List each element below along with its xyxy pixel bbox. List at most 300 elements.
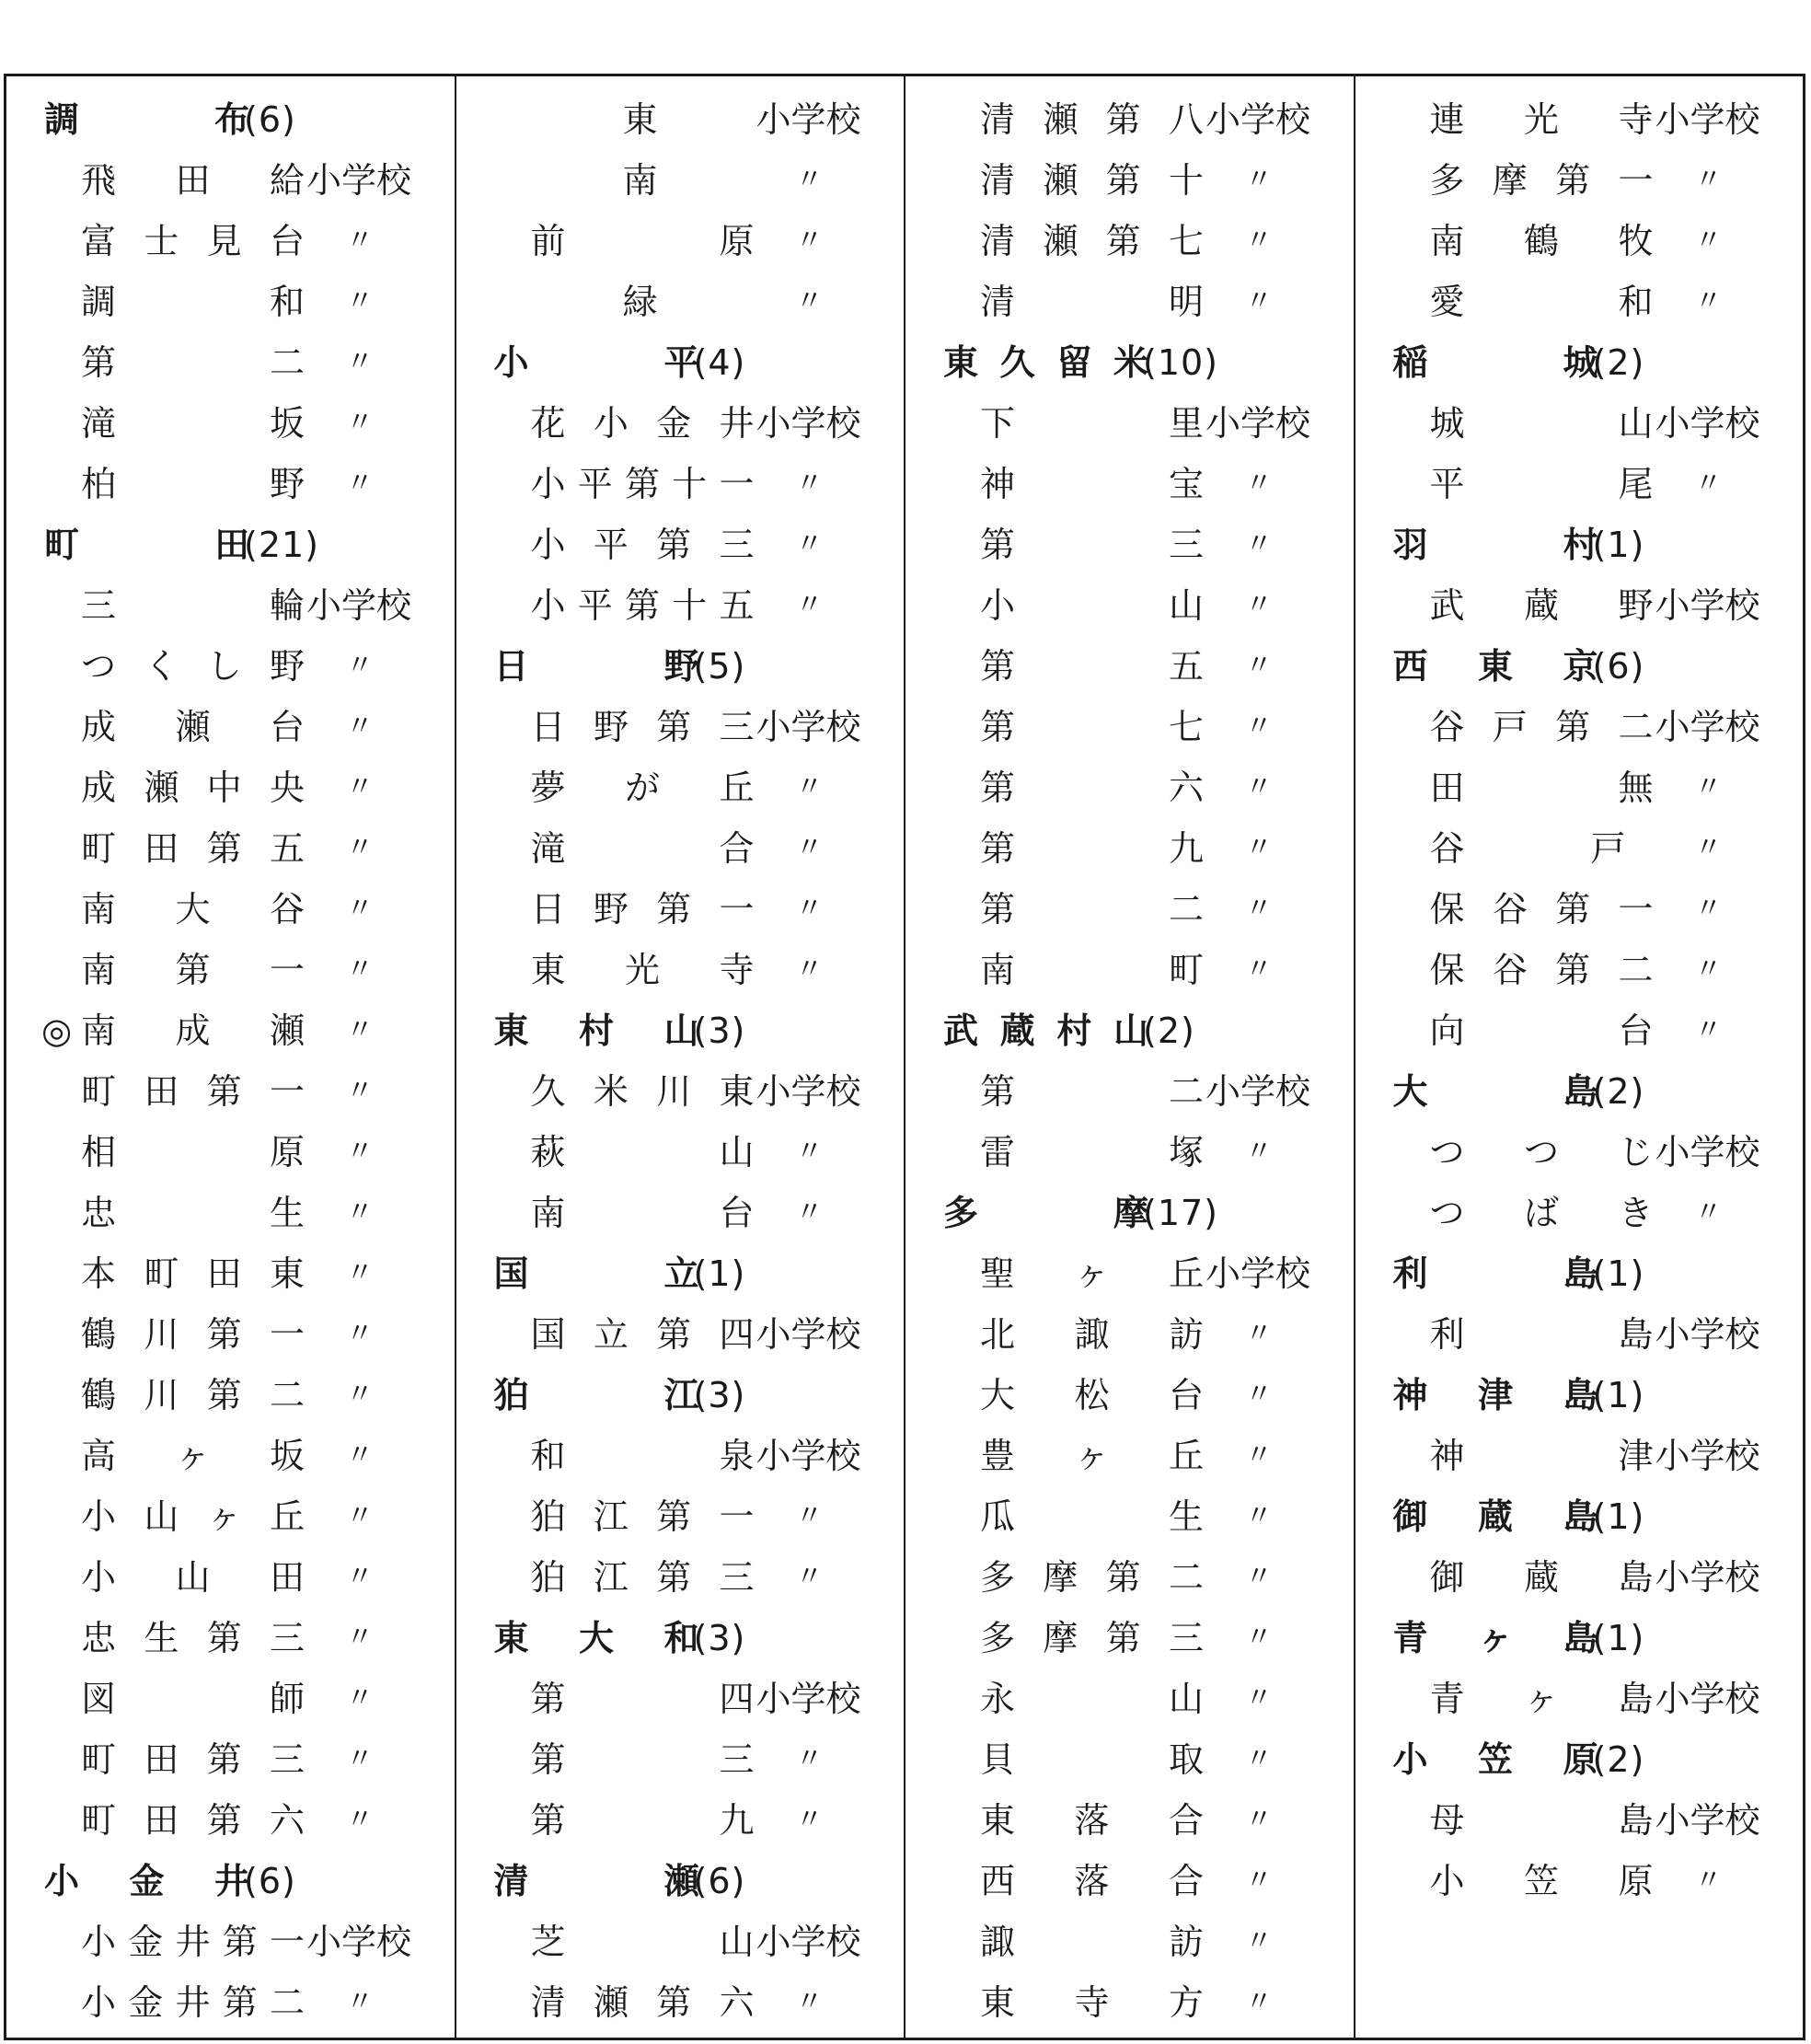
name-char: 田 [175,160,211,201]
school-row [6,697,455,757]
name-char: 和 [1618,282,1654,322]
name-char: 保 [1429,889,1465,930]
name-char: 清 [979,160,1015,201]
name-char: が [624,768,660,808]
name-char: つ [1523,1132,1559,1172]
name-char: 合 [1168,1861,1204,1901]
name-char: 一 [269,950,305,990]
ditto-mark: 〃 [346,1014,374,1046]
name-char: 町 [80,1071,116,1112]
name-char: 十 [672,585,708,626]
table-column-2 [456,76,906,2038]
school-row [1355,393,1804,454]
name-char: 金 [128,1922,164,1962]
ditto-mark: 〃 [1245,710,1273,743]
name-char: 南 [80,889,116,930]
name-char: 立 [663,1253,699,1294]
name-char: 第 [656,525,692,565]
ditto-mark: 〃 [346,285,374,318]
name-char: 生 [269,1193,305,1233]
ditto-mark: 〃 [346,953,374,986]
name-char: 第 [979,525,1015,565]
ditto-mark: 〃 [795,1561,824,1593]
name-char: 成 [80,768,116,808]
ditto-mark: 〃 [346,832,374,864]
ditto-mark: 〃 [346,1682,374,1715]
name-char: 井 [213,1861,249,1901]
name-char: 三 [269,1618,305,1658]
name-char: 東 [942,342,978,383]
school-count: (17) [1143,1193,1219,1233]
name-char: 丘 [719,768,755,808]
ditto-mark: 〃 [346,1500,374,1532]
name-char: く [144,646,179,687]
name-char: 小 [80,1982,116,2023]
name-char: 笠 [1477,1739,1513,1780]
school-count: (1) [693,1253,746,1294]
name-char: 三 [1168,1618,1204,1658]
ditto-mark: 〃 [1245,589,1273,621]
name-char: 武 [1429,585,1465,626]
name-char: 清 [530,1982,566,2023]
name-char: 三 [719,1739,755,1780]
name-char: 六 [1168,768,1204,808]
name-char: 小 [43,1861,79,1901]
ditto-mark: 〃 [1694,225,1723,257]
ditto-mark: 〃 [1245,1865,1273,1897]
school-row [1355,1851,1804,1911]
school-count: (2) [1143,1010,1195,1051]
school-suffix: 小学校 [756,707,861,747]
name-char: 山 [1113,1010,1148,1051]
name-char: 狛 [493,1375,529,1415]
name-char: 多 [942,1193,978,1233]
name-char: 山 [144,1496,179,1537]
school-row [906,1729,1354,1790]
ditto-mark: 〃 [795,589,824,621]
name-char: 無 [1618,768,1654,808]
school-row [906,150,1354,211]
school-suffix: 小学校 [1655,1436,1760,1476]
school-suffix: 小学校 [1655,1679,1760,1719]
ditto-mark: 〃 [795,225,824,257]
name-char: 第 [656,1982,692,2023]
school-row [906,1547,1354,1608]
name-char: 西 [1392,646,1428,687]
district-header [906,332,1354,393]
name-char: 田 [1429,768,1465,808]
name-char: 忠 [80,1618,116,1658]
school-count: (6) [693,1861,746,1901]
name-char: 尾 [1618,464,1654,504]
school-row [6,940,455,1000]
name-char: 原 [1563,1739,1598,1780]
school-row [6,1365,455,1426]
name-char: 多 [1429,160,1465,201]
name-char: 聖 [979,1253,1015,1294]
name-char: 一 [1618,889,1654,930]
name-char: 前 [530,221,566,261]
name-char: 十 [672,464,708,504]
name-char: 第 [979,707,1015,747]
ditto-mark: 〃 [1245,650,1273,682]
name-char: 飛 [80,160,116,201]
name-char: 第 [1105,1618,1141,1658]
school-suffix: 小学校 [1655,707,1760,747]
name-char: 井 [175,1922,211,1962]
name-char: 滝 [80,403,116,444]
name-char: 摩 [1492,160,1528,201]
ditto-mark: 〃 [1694,832,1723,864]
school-row [6,1547,455,1608]
school-count: (10) [1143,342,1219,383]
name-char: 生 [144,1618,179,1658]
name-char: 坂 [269,1436,305,1476]
name-char: 利 [1429,1314,1465,1355]
name-char: 忠 [80,1193,116,1233]
ditto-mark: 〃 [1245,1500,1273,1532]
school-row [906,879,1354,940]
school-count: (6) [244,1861,296,1901]
name-char: 小 [80,1557,116,1598]
school-row [456,1972,905,2033]
ditto-mark: 〃 [1245,771,1273,803]
name-char: 島 [1618,1679,1654,1719]
school-row [456,940,905,1000]
name-char: つ [1429,1193,1465,1233]
name-char: 第 [222,1922,258,1962]
school-count: (4) [693,342,746,383]
name-char: 青 [1429,1679,1465,1719]
name-char: 瀬 [175,707,211,747]
ditto-mark: 〃 [795,285,824,318]
name-char: 武 [942,1010,978,1051]
district-header [456,1365,905,1426]
district-header [1355,1365,1804,1426]
school-suffix: 小学校 [306,585,412,626]
school-row [6,1122,455,1183]
name-char: 小 [530,585,566,626]
school-row [906,1851,1354,1911]
name-char: 川 [144,1314,179,1355]
name-char: 東 [493,1618,529,1658]
ditto-mark: 〃 [346,1439,374,1472]
name-char: 小 [979,585,1015,626]
school-suffix: 小学校 [1205,1253,1311,1294]
name-char: 丘 [1168,1436,1204,1476]
table-column-3 [906,76,1355,2038]
district-header [1355,1061,1804,1122]
school-row [906,1972,1354,2033]
name-char: 清 [979,221,1015,261]
school-row [906,1608,1354,1669]
name-char: 第 [1555,707,1591,747]
double-circle-mark: ◎ [41,1010,73,1051]
name-char: 平 [593,525,629,565]
school-row [6,818,455,879]
school-row [906,271,1354,332]
ditto-mark: 〃 [795,1500,824,1532]
school-count: (2) [1592,1739,1645,1780]
school-row [456,1669,905,1729]
school-row [1355,1122,1804,1183]
name-char: 諏 [1074,1314,1110,1355]
name-char: 小 [530,525,566,565]
school-suffix: 小学校 [306,1922,412,1962]
ditto-mark: 〃 [346,346,374,378]
table-column-1 [6,76,456,2038]
name-char: 第 [979,646,1015,687]
school-row [456,575,905,636]
ditto-mark: 〃 [1245,893,1273,925]
name-char: 蔵 [1523,1557,1559,1598]
name-char: 南 [979,950,1015,990]
name-char: 大 [1392,1071,1428,1112]
district-header [1355,1486,1804,1547]
name-char: 国 [493,1253,529,1294]
name-char: 山 [1168,585,1204,626]
name-char: 笠 [1523,1861,1559,1901]
name-char: 第 [530,1800,566,1841]
school-row [1355,1000,1804,1061]
name-char: 滝 [530,828,566,869]
ditto-mark: 〃 [795,1136,824,1168]
school-row [456,1183,905,1243]
name-char: 東 [1477,646,1513,687]
name-char: し [206,646,242,687]
name-char: 瀬 [1043,99,1079,140]
ditto-mark: 〃 [1245,1743,1273,1775]
school-row [6,1000,455,1061]
school-row [6,1669,455,1729]
district-header [6,514,455,575]
name-char: 田 [144,1800,179,1841]
name-char: 清 [979,99,1015,140]
name-char: 第 [80,342,116,383]
name-char: 五 [269,828,305,869]
school-count: (3) [693,1010,746,1051]
ditto-mark: 〃 [795,893,824,925]
name-char: 御 [1392,1496,1428,1537]
name-char: 第 [1105,221,1141,261]
ditto-mark: 〃 [346,1136,374,1168]
school-row [456,1426,905,1486]
name-char: 光 [1523,99,1559,140]
name-char: 谷 [1492,889,1528,930]
school-row [456,1486,905,1547]
name-char: 愛 [1429,282,1465,322]
name-char: 谷 [1492,950,1528,990]
name-char: 下 [979,403,1015,444]
school-row [1355,454,1804,514]
name-char: ヶ [206,1496,242,1537]
name-char: 島 [1563,1071,1598,1112]
name-char: 大 [175,889,211,930]
name-char: 稲 [1392,342,1428,383]
ditto-mark: 〃 [1694,285,1723,318]
school-row [1355,575,1804,636]
name-char: ヶ [175,1436,211,1476]
school-count: (1) [1592,525,1645,565]
name-char: 第 [206,1375,242,1415]
name-char: 田 [144,828,179,869]
name-char: 第 [979,889,1015,930]
name-char: 明 [1168,282,1204,322]
ditto-mark: 〃 [1245,1318,1273,1350]
ditto-mark: 〃 [1694,771,1723,803]
name-char: 第 [175,950,211,990]
table-column-4 [1355,76,1804,2038]
name-char: 蔵 [1477,1496,1513,1537]
name-char: 久 [999,342,1035,383]
name-char: 南 [530,1193,566,1233]
name-char: 東 [622,99,658,140]
school-row [456,1790,905,1851]
name-char: 谷 [269,889,305,930]
name-char: 鶴 [80,1314,116,1355]
school-row [456,150,905,211]
school-row [906,1243,1354,1304]
name-char: 戸 [1590,828,1626,869]
name-char: 四 [719,1679,755,1719]
name-char: 花 [530,403,566,444]
school-row [1355,1426,1804,1486]
name-char: 調 [80,282,116,322]
name-char: 平 [577,585,613,626]
name-char: 東 [979,1800,1015,1841]
name-char: 北 [979,1314,1015,1355]
name-char: 三 [1168,525,1204,565]
school-row [906,1669,1354,1729]
name-char: 第 [656,889,692,930]
name-char: 第 [656,1557,692,1598]
name-char: ば [1523,1193,1559,1233]
school-row [456,1061,905,1122]
name-char: 第 [656,707,692,747]
name-char: 連 [1429,99,1465,140]
name-char: 貝 [979,1739,1015,1780]
school-suffix: 小学校 [1655,585,1760,626]
name-char: 立 [593,1314,629,1355]
name-char: 和 [663,1618,699,1658]
school-row [6,1608,455,1669]
name-char: 清 [979,282,1015,322]
ditto-mark: 〃 [1245,953,1273,986]
ditto-mark: 〃 [1245,164,1273,196]
name-char: 蔵 [999,1010,1035,1051]
ditto-mark: 〃 [346,1986,374,2018]
name-char: 給 [269,160,305,201]
school-row [6,1061,455,1122]
name-char: 鶴 [80,1375,116,1415]
school-count: (3) [693,1618,746,1658]
name-char: 見 [206,221,242,261]
district-header [456,1243,905,1304]
school-row [6,1972,455,2033]
name-char: 第 [1105,160,1141,201]
school-suffix: 小学校 [756,1679,861,1719]
name-char: 野 [593,707,629,747]
name-char: 摩 [1043,1557,1079,1598]
school-row [906,940,1354,1000]
name-char: 雷 [979,1132,1015,1172]
name-char: 一 [269,1071,305,1112]
school-row [456,1304,905,1365]
name-char: 二 [1168,889,1204,930]
name-char: 西 [979,1861,1015,1901]
name-char: 日 [493,646,529,687]
name-char: 一 [719,1496,755,1537]
school-row [906,89,1354,150]
ditto-mark: 〃 [795,1743,824,1775]
name-char: 南 [80,1010,116,1051]
school-row [456,1547,905,1608]
ditto-mark: 〃 [346,1196,374,1229]
name-char: 狛 [530,1496,566,1537]
name-char: つ [80,646,116,687]
name-char: 谷 [1429,707,1465,747]
name-char: 大 [979,1375,1015,1415]
district-header [1355,514,1804,575]
name-char: 田 [206,1253,242,1294]
school-row [906,1122,1354,1183]
name-char: 町 [1168,950,1204,990]
name-char: 調 [43,99,79,140]
ditto-mark: 〃 [1245,1622,1273,1654]
name-char: 山 [175,1557,211,1598]
name-char: 平 [663,342,699,383]
ditto-mark: 〃 [1245,468,1273,500]
school-row [6,1304,455,1365]
ditto-mark: 〃 [346,710,374,743]
school-row [6,1729,455,1790]
name-char: 泉 [719,1436,755,1476]
name-char: 多 [979,1618,1015,1658]
name-char: 大 [578,1618,614,1658]
name-char: 村 [1563,525,1598,565]
school-row [906,1426,1354,1486]
name-char: 東 [269,1253,305,1294]
name-char: 神 [979,464,1015,504]
school-row [1355,271,1804,332]
name-char: 日 [530,707,566,747]
school-row [1355,1669,1804,1729]
name-char: 東 [493,1010,529,1051]
school-suffix: 小学校 [756,1071,861,1112]
name-char: 山 [663,1010,699,1051]
name-char: 米 [593,1071,629,1112]
name-char: 江 [663,1375,699,1415]
name-char: 小 [1429,1861,1465,1901]
district-header [1355,1608,1804,1669]
name-char: 金 [128,1982,164,2023]
name-char: 豊 [979,1436,1015,1476]
ditto-mark: 〃 [795,1804,824,1836]
school-row [456,271,905,332]
name-char: 二 [1618,707,1654,747]
name-char: 原 [1618,1861,1654,1901]
name-char: 台 [269,221,305,261]
name-char: 母 [1429,1800,1465,1841]
name-char: ヶ [1074,1253,1110,1294]
school-row [906,514,1354,575]
name-char: 第 [530,1739,566,1780]
name-char: 島 [1618,1557,1654,1598]
ditto-mark: 〃 [1245,1986,1273,2018]
name-char: 保 [1429,950,1465,990]
name-char: 第 [222,1982,258,2023]
ditto-mark: 〃 [795,528,824,560]
